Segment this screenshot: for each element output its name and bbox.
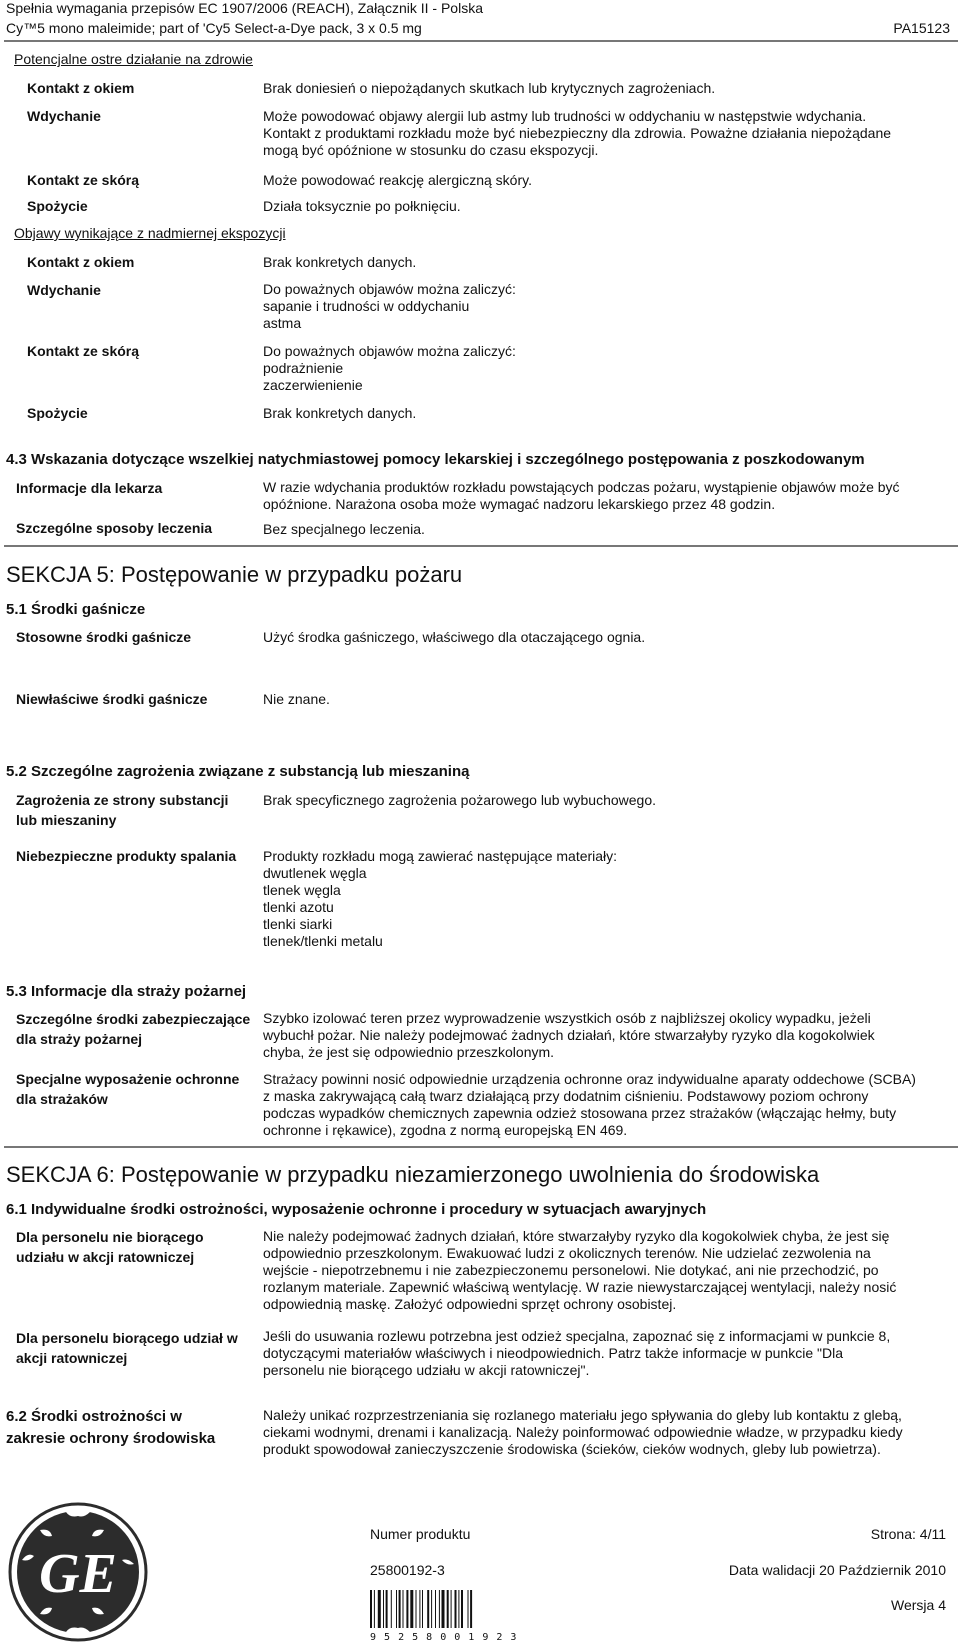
acute-value-ingestion: Działa toksycznie po połknięciu.	[263, 198, 461, 214]
header-rule	[4, 40, 958, 42]
s52-label-combustion: Niebezpieczne produkty spalania	[16, 848, 237, 864]
barcode-bar	[391, 1590, 392, 1628]
barcode-bar	[410, 1590, 413, 1628]
footer-validation: Data walidacji 20 Październik 2010	[728, 1562, 946, 1578]
acute-label-inhalation: Wdychanie	[27, 108, 101, 124]
barcode-bar	[451, 1590, 452, 1628]
s51-value-unsuitable: Nie znane.	[263, 691, 330, 707]
s53-label-equipment: Specjalne wyposażenie ochronne dla strażaków	[16, 1071, 240, 1107]
sek5-title: SEKCJA 5: Postępowanie w przypadku pożaru	[6, 562, 463, 587]
overexposure-heading: Objawy wynikające z nadmiernej ekspozycji	[14, 225, 286, 241]
barcode-digits: 9 5 2 5 8 0 0 1 9 2 3	[370, 1632, 518, 1643]
s53-value-equipment: Strażacy powinni nosić odpowiednie urządzenia ochronne oraz indywidualne aparaty oddechowe (SCBA) z maska zakrywającą całą twarz działającą przy dodatnim ciśnieniu. Podstawowy poziom ochrony podczas wypadków chemicznych zapewnia odzież stosowana przez strażaków (włączając hełmy, buty ochronne i rękawice), zgodna z normą europejską EN 469.	[263, 1071, 916, 1138]
over-label-eye: Kontakt z okiem	[27, 254, 135, 270]
over-label-inhalation: Wdychanie	[27, 282, 101, 298]
barcode-bar	[439, 1590, 440, 1628]
barcode-bar	[399, 1590, 401, 1628]
barcode-bar	[458, 1590, 459, 1628]
barcode-bar	[431, 1590, 432, 1628]
over-value-eye: Brak konkretych danych.	[263, 254, 417, 270]
s51-heading: 5.1 Środki gaśnicze	[6, 601, 146, 618]
over-value-ingestion: Brak konkretych danych.	[263, 405, 417, 421]
barcode-bar	[422, 1590, 423, 1628]
acute-value-eye: Brak doniesień o niepożądanych skutkach lub krytycznych zagrożeniach.	[263, 80, 716, 96]
header-line-2: Cy™5 mono maleimide; part of 'Cy5 Select-a-Dye pack, 3 x 0.5 mg	[6, 20, 422, 36]
barcode-bar	[374, 1590, 375, 1628]
s43-heading: 4.3 Wskazania dotyczące wszelkiej natychmiastowej pomocy lekarskiej i szczególnego postępowania z poszkodowanym	[6, 451, 865, 468]
over-value-skin: Do poważnych objawów można zaliczyć: podrażnienie zaczerwienienie	[263, 343, 516, 393]
s51-label-suitable: Stosowne środki gaśnicze	[16, 629, 192, 645]
footer-page: Strona: 4/11	[870, 1526, 946, 1542]
s52-value-combustion: Produkty rozkładu mogą zawierać następujące materiały: dwutlenek węgla tlenek węgla tlenki azotu tlenki siarki tlenek/tlenki metalu	[263, 848, 618, 949]
sek6-title: SEKCJA 6: Postępowanie w przypadku niezamierzonego uwolnienia do środowiska	[6, 1162, 820, 1187]
barcode-bar	[447, 1590, 449, 1628]
s53-value-special: Szybko izolować teren przez wyprowadzenie wszystkich osób z najbliższej okolicy wypadku, jeżeli wybuchł pożar. Nie należy podejmować żadnych działań, które stwarzałyby ryzyko dla kogokolwiek chyba, że jest się odpowiednio przeszkolonym.	[263, 1010, 875, 1060]
acute-value-inhalation: Może powodować objawy alergii lub astmy lub trudności w oddychaniu w następstwie wdychania. Kontakt z produktami rozkładu może być niebezpieczny dla zdrowia. Poważne działania niepożądane mogą być opóźnione w stosunku do czasu ekspozycji.	[263, 108, 892, 158]
header-code: PA15123	[893, 20, 950, 36]
s61-value-emergency: Jeśli do usuwania rozlewu potrzebna jest odzież specjalna, zapoznać się z informacjami w punkcie 8, dotyczącymi materiałów właściwych i nieodpowiednich. Patrz także informacje w punkcie "Dla personelu nie biorącego udziału w akcji ratowniczej".	[263, 1328, 891, 1378]
footer-version: Wersja 4	[891, 1597, 946, 1613]
acute-heading: Potencjalne ostre działanie na zdrowie	[14, 51, 253, 67]
s43-label-doctor: Informacje dla lekarza	[16, 480, 163, 496]
barcode-bar	[442, 1590, 445, 1628]
s61-heading: 6.1 Indywidualne środki ostrożności, wyposażenie ochronne i procedury w sytuacjach awaryjnych	[6, 1201, 707, 1218]
s52-heading: 5.2 Szczególne zagrożenia związane z substancją lub mieszaniną	[6, 763, 470, 780]
s61-label-emergency: Dla personelu biorącego udział w akcji ratowniczej	[16, 1330, 238, 1366]
barcode-bar	[468, 1590, 469, 1628]
barcode-bar	[386, 1590, 388, 1628]
acute-value-skin: Może powodować reakcję alergiczną skóry.	[263, 172, 532, 188]
barcode-bar	[419, 1590, 420, 1628]
barcode-bars	[370, 1590, 508, 1628]
over-label-ingestion: Spożycie	[27, 405, 88, 421]
s52-value-hazards: Brak specyficznego zagrożenia pożarowego lub wybuchowego.	[263, 792, 657, 808]
s53-label-special: Szczególne środki zabezpieczające dla straży pożarnej	[16, 1011, 251, 1047]
acute-label-eye: Kontakt z okiem	[27, 80, 135, 96]
barcode-bar	[416, 1590, 417, 1628]
over-value-inhalation: Do poważnych objawów można zaliczyć: sapanie i trudności w oddychaniu astma	[263, 281, 516, 331]
barcode	[370, 1590, 518, 1643]
barcode-bar	[396, 1590, 397, 1628]
s52-label-hazards: Zagrożenia ze strony substancji lub mieszaniny	[16, 792, 229, 828]
s62-value: Należy unikać rozprzestrzeniania się rozlanego materiału jego spływania do gleby lub kontaktu z glebą, ciekami wodnymi, drenami i kanalizacją. Należy poinformować odpowiednie władze, w przypadku kiedy produkt spowodował zanieczyszczenie środowiska (ścieków, cieków wodnych, gleby lub powietrza).	[263, 1407, 903, 1457]
s62-heading: 6.2 Środki ostrożności w zakresie ochrony środowiska	[6, 1408, 216, 1447]
ge-logo	[8, 1502, 148, 1642]
barcode-bar	[406, 1590, 408, 1628]
s53-rule	[4, 1146, 958, 1148]
footer-product-label: Numer produktu	[370, 1526, 471, 1542]
s43-value-treatment: Bez specjalnego leczenia.	[263, 521, 425, 537]
barcode-bar	[370, 1590, 372, 1628]
barcode-bar	[383, 1590, 384, 1628]
s61-label-nonemergency: Dla personelu nie biorącego udziału w akcji ratowniczej	[16, 1229, 204, 1265]
s43-label-treatment: Szczególne sposoby leczenia	[16, 520, 213, 536]
over-label-skin: Kontakt ze skórą	[27, 343, 140, 359]
acute-label-ingestion: Spożycie	[27, 198, 88, 214]
barcode-bar	[435, 1590, 436, 1628]
barcode-bar	[455, 1590, 457, 1628]
s43-value-doctor: W razie wdychania produktów rozkładu powstających podczas pożaru, wystąpienie objawów może być opóźnione. Narażona osoba może wymagać nadzoru lekarskiego przez 48 godzin.	[263, 479, 900, 512]
logo-text: GE	[39, 1543, 117, 1605]
barcode-bar	[427, 1590, 429, 1628]
s51-value-suitable: Użyć środka gaśniczego, właściwego dla otaczającego ognia.	[263, 629, 646, 645]
s43-rule	[4, 545, 958, 547]
header-line-1: Spełnia wymagania przepisów EC 1907/2006 (REACH), Załącznik II - Polska	[6, 0, 483, 16]
barcode-bar	[470, 1590, 472, 1628]
footer-product-number: 25800192-3	[370, 1562, 445, 1578]
s61-value-nonemergency: Nie należy podejmować żadnych działań, które stwarzałyby ryzyko dla kogokolwiek chyba, że jest się odpowiednio przeszkolonym. Ewakuować ludzi z okolicznych terenów. Nie udzielać zezwolenia na wejście - niepotrzebnemu i nie zabezpieczonemu personelowi. Nie dotykać, ani nie przechodzić, po rozlanym materiale. Zapewnić właściwą wentylację. W razie niewystarczającej wentylacji, należy nosić odpowiednią maskę. Założyć odpowiedni sprzęt ochrony osobistej.	[263, 1228, 897, 1312]
barcode-bar	[378, 1590, 381, 1628]
acute-label-skin: Kontakt ze skórą	[27, 172, 140, 188]
barcode-bar	[461, 1590, 463, 1628]
s51-label-unsuitable: Niewłaściwe środki gaśnicze	[16, 691, 208, 707]
barcode-bar	[403, 1590, 404, 1628]
s53-heading: 5.3 Informacje dla straży pożarnej	[6, 983, 247, 1000]
